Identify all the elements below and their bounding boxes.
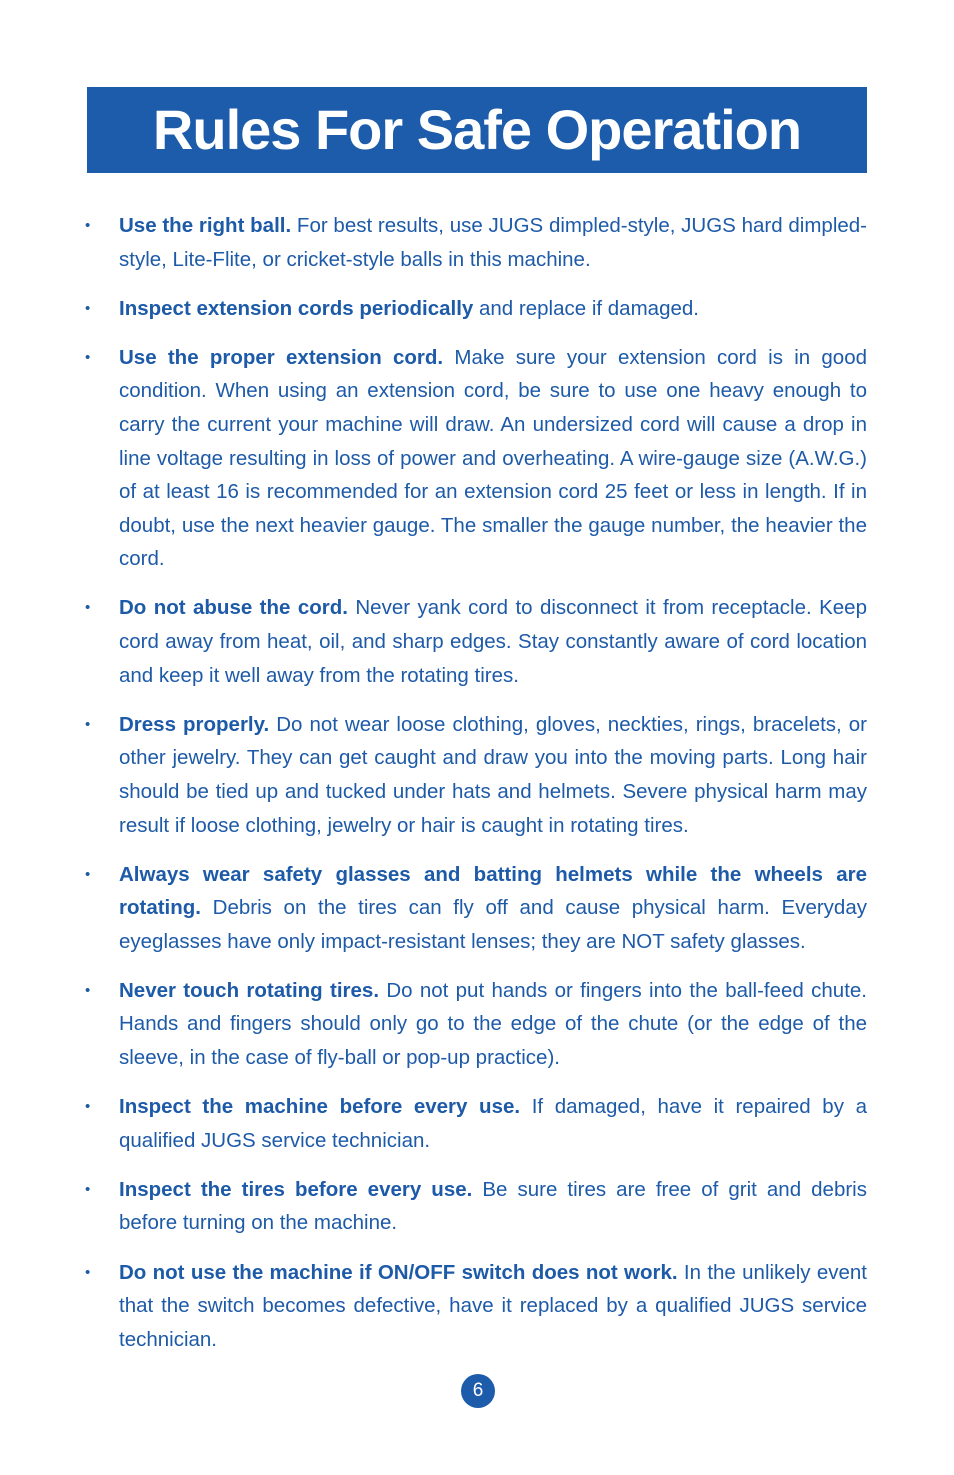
bullet-icon: • (85, 348, 91, 366)
title-banner (87, 87, 867, 173)
rule-item (85, 708, 867, 842)
rule-item (85, 341, 867, 576)
rule-item (85, 292, 867, 326)
bullet-icon: • (85, 217, 91, 234)
rule-body: Never yank cord to disconnect it from receptacle. Keep cord away from heat, oil, and sharp edges. Stay constantly aware of cord location and keep it well away from the rotating tires. (119, 596, 867, 687)
bullet-icon: • (85, 981, 91, 999)
rule-body: Do not wear loose clothing, gloves, neckties, rings, bracelets, or other jewelry. They can get caught and draw you into the moving parts. Long hair should be tied up and tucked under hats and helmets. Severe physical harm may result if loose clothing, jewelry or hair is caught in rotating tires. (119, 712, 867, 837)
rule-item (85, 1256, 867, 1357)
rule-lead: Do not use the machine if ON/OFF switch does not work. (119, 1260, 678, 1284)
rule-lead: Use the right ball. (119, 214, 292, 237)
rule-lead: Do not abuse the cord. (119, 596, 348, 620)
bullet-icon: • (85, 299, 91, 317)
rule-item (85, 974, 867, 1075)
rule-lead: Inspect the machine before every use. (119, 1095, 521, 1119)
rule-body: If damaged, have it repaired by a qualified JUGS service technician. (119, 1095, 867, 1152)
rules-list (85, 209, 867, 1372)
rule-body: In the unlikely event that the switch becomes defective, have it replaced by a qualified JUGS service technician. (119, 1260, 867, 1351)
bullet-icon: • (85, 715, 91, 733)
rule-body: and replace if damaged. (473, 296, 699, 320)
page-number: 6 (472, 1380, 484, 1401)
rule-item (85, 1173, 867, 1240)
page-number-badge (461, 1374, 495, 1408)
rule-body: Be sure tires are free of grit and debris before turning on the machine. (119, 1177, 867, 1235)
rule-lead: Use the proper extension cord. (119, 345, 444, 369)
rule-lead: Always wear safety glasses and batting helmets while the wheels are rotating. (119, 862, 867, 920)
rule-item (85, 209, 867, 276)
rule-lead: Never touch rotating tires. (119, 978, 380, 1002)
rule-lead: Inspect extension cords periodically (119, 296, 474, 320)
rule-body: Make sure your extension cord is in good condition. When using an extension cord, be sure to use one heavy enough to carry the current your machine will draw. An undersized cord will cause a drop in line voltage resulting in loss of power and overheating. A wire-gauge size (A.W.G.) of at least 16 is recommended for an extension cord 25 feet or less in length. If in doubt, use the next heavier gauge. The smaller the gauge number, the heavier the cord. (119, 345, 868, 571)
rule-body: Debris on the tires can fly off and cause physical harm. Everyday eyeglasses have only impact-resistant lenses; they are NOT safety glasses. (119, 896, 867, 953)
rule-item (85, 591, 867, 692)
page-title: Rules For Safe Operation (152, 98, 802, 161)
bullet-icon: • (85, 1180, 91, 1198)
rule-item (85, 1090, 867, 1157)
rule-body: For best results, use JUGS dimpled-style, JUGS hard dimpled-style, Lite-Flite, or cricket-style balls in this machine. (119, 214, 868, 271)
rule-body: Do not put hands or fingers into the ball-feed chute. Hands and fingers should only go to the edge of the chute (or the edge of the sleeve, in the case of fly-ball or pop-up practice). (119, 978, 867, 1070)
bullet-icon: • (85, 1098, 91, 1116)
rule-item (85, 858, 867, 959)
bullet-icon: • (85, 599, 91, 617)
bullet-icon: • (85, 865, 91, 883)
rule-lead: Dress properly. (119, 712, 270, 736)
bullet-icon: • (85, 1263, 91, 1281)
rule-lead: Inspect the tires before every use. (119, 1177, 473, 1201)
